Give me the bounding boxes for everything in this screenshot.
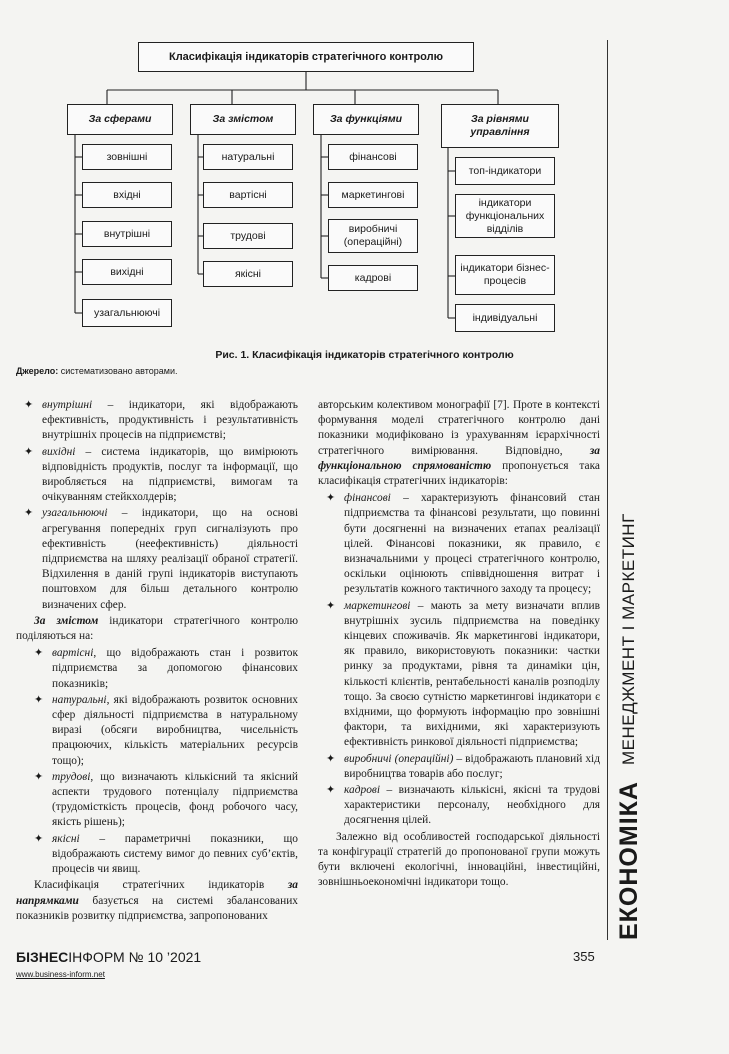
subsection-title: МЕНЕДЖМЕНТ І МАРКЕТИНГ: [619, 513, 638, 766]
content-item: вартісні: [203, 182, 293, 208]
content-item: якісні: [203, 261, 293, 287]
magazine-title-bold: БІЗНЕС: [16, 949, 69, 965]
level-item: індивідуальні: [455, 304, 555, 332]
list-item: [16, 832, 298, 878]
term: виробничі (операційні): [344, 752, 454, 765]
magazine-title: [16, 949, 201, 965]
classification-diagram: [40, 38, 580, 348]
source-text: систематизовано авторами.: [58, 366, 178, 376]
list-item: [318, 783, 600, 829]
bullet-icon: ✦: [34, 832, 44, 845]
right-column: [318, 398, 600, 893]
bullet-icon: ✦: [326, 599, 336, 612]
content-item: натуральні: [203, 144, 293, 170]
bold-term: За змістом: [34, 614, 99, 627]
content-item: трудові: [203, 223, 293, 249]
bold-term: за напрямками: [16, 879, 298, 907]
bullet-icon: ✦: [24, 507, 34, 520]
term-text: – параметричні показники, що відображають систему вимог до певних суб’єктів, процесів чи явищ.: [52, 832, 298, 876]
term: кадрові: [344, 784, 381, 797]
list-item: [16, 693, 298, 769]
section-title: ЕКОНОМІКА: [614, 781, 643, 940]
term-text: , які відображають розвиток основних сфер діяльності підприємства в натуральному виразі (обсяги виробництва, чисельність працюючих, кількість матеріальних ресурсів тощо);: [52, 693, 298, 767]
term: узагальнюючі: [42, 507, 108, 520]
term-text: – відображають плановий хід виробництва товарів або послуг;: [344, 752, 600, 780]
term-text: – індикатори, які відображають ефективність, продуктивність і результативність внутрішніх процесів на підприємстві;: [42, 399, 298, 442]
figure-source: [16, 366, 178, 376]
function-item: виробничі (операційні): [328, 219, 418, 253]
bold-term: за функціональною спрямованістю: [318, 444, 600, 472]
term: фінансові: [344, 492, 391, 505]
sphere-item: узагальнюючі: [82, 299, 172, 327]
list-item: [16, 398, 298, 444]
bullet-icon: ✦: [326, 492, 336, 505]
term-text: – система індикаторів, що вимірюють відповідність продуктів, послуг та інформації, що виробляється на підприємстві, вимогам та очікуванням стейкхолдерів;: [42, 445, 298, 504]
list-item: [16, 445, 298, 506]
function-item: маркетингові: [328, 182, 418, 208]
paragraph: [16, 614, 298, 644]
sphere-item: вхідні: [82, 182, 172, 208]
section-sidebar: [612, 40, 646, 940]
bullet-icon: ✦: [34, 770, 44, 783]
group-spheres-header: За сферами: [67, 104, 173, 135]
bullet-icon: ✦: [24, 445, 34, 458]
page-number: 355: [573, 949, 595, 964]
function-item: фінансові: [328, 144, 418, 170]
diagram-root-box: Класифікація індикаторів стратегічного контролю: [138, 42, 474, 72]
sphere-item: внутрішні: [82, 221, 172, 247]
term-text: – індикатори, що на основі агрегування попередніх груп сигналізують про ефективність (неефективність) діяльності підприємства на шляху реалізації обраної стратегії. Відхилення в даній групі індикаторів виступають поштовхом для більш детального контролю визначених сфер.: [42, 507, 298, 611]
term: маркетингові: [344, 599, 411, 612]
list-item: [318, 752, 600, 782]
term-text: , що визначають кількісний та якісний аспекти трудового потенціалу підприємства (трудомісткість процесів, фонд робочого часу, якість рішень);: [52, 770, 298, 829]
magazine-issue: ІНФОРМ № 10 ’2021: [68, 949, 202, 965]
term: вартісні: [52, 647, 94, 660]
term-text: – характеризують фінансовий стан підприємства та фінансові результати, що повинні бути досягненні на визначених етапах реалізації цілей. Фінансові показники, як правило, є визначальними у процесі стратегічного контролю, оскільки оцінюють співвідношення витрат і результатів кожного тактичного заходу та процесу;: [344, 492, 600, 596]
level-item: топ-індикатори: [455, 157, 555, 185]
list-item: [16, 646, 298, 692]
term-text: – визначають кількісні, якісні та трудові характеристики персоналу, необхідного для досягнення цілей.: [344, 784, 600, 827]
group-content-header: За змістом: [190, 104, 296, 135]
paragraph-text: Класифікація стратегічних індикаторів: [34, 879, 288, 892]
list-item: [16, 506, 298, 612]
bullet-icon: ✦: [24, 399, 34, 411]
source-label: Джерело:: [16, 366, 59, 376]
term: внутрішні: [42, 399, 93, 411]
list-item: [318, 599, 600, 751]
term: натуральні: [52, 693, 107, 706]
bullet-icon: ✦: [34, 693, 44, 706]
paragraph-text: індикатори стратегічного контролю поділяються на:: [16, 614, 299, 643]
left-column: [16, 398, 298, 926]
term-text: – мають за мету визначати вплив внутрішніх зусиль підприємства на поведінку кінцевих споживачів. Як маркетингові індикатори, як правило, використовують показники: частки ринку за продуктами, рівня та динаміки цін, кількості клієнтів, рентабельності каналів розподілу тощо. За своєю сутністю маркетингові індикатори є вхідними, що формують інформацію про зовнішні фактори, та вихідними, які характеризують ефективність ринкової діяльності підприємства;: [344, 599, 600, 749]
bullet-icon: ✦: [326, 752, 336, 765]
paragraph: [16, 878, 298, 924]
level-item: індикатори бізнес-процесів: [455, 255, 555, 295]
sphere-item: вихідні: [82, 259, 172, 285]
paragraph-text: пропонується така класифікація стратегічних індикаторів:: [318, 459, 600, 488]
paragraph-text: авторським колективом монографії [7]. Проте в контексті формування моделі стратегічного контролю дані показники модифіковано із урахуванням ієрархічності стратегічного вимірювання. Відповідно,: [318, 399, 600, 457]
group-functions-header: За функціями: [313, 104, 419, 135]
term: вихідні: [42, 445, 76, 458]
bullet-icon: ✦: [34, 647, 44, 660]
sphere-item: зовнішні: [82, 144, 172, 170]
paragraph-text: базується на системі збалансованих показників розвитку підприємства, запропонованих: [16, 894, 298, 922]
group-levels-header: За рівнями управління: [441, 104, 559, 148]
bullet-icon: ✦: [326, 784, 336, 797]
paragraph: [318, 398, 600, 489]
term-text: , що відображають стан і розвиток підприємства за допомогою фінансових показників;: [52, 647, 298, 690]
level-item: індикатори функціональних відділів: [455, 194, 555, 238]
list-item: [318, 491, 600, 597]
figure-caption: Рис. 1. Класифікація індикаторів стратегічного контролю: [215, 349, 514, 361]
term: трудові: [52, 770, 91, 783]
sidebar-divider: [607, 40, 608, 940]
list-item: [16, 770, 298, 831]
term: якісні: [52, 832, 80, 845]
website-link[interactable]: www.business-inform.net: [16, 970, 105, 979]
paragraph: Залежно від особливостей господарської діяльності та конфігурації стратегій до пропонованої групи можуть бути включені екологічні, інноваційні, інвестиційні, зовнішньоекономічні індикатори тощо.: [318, 830, 600, 889]
function-item: кадрові: [328, 265, 418, 291]
